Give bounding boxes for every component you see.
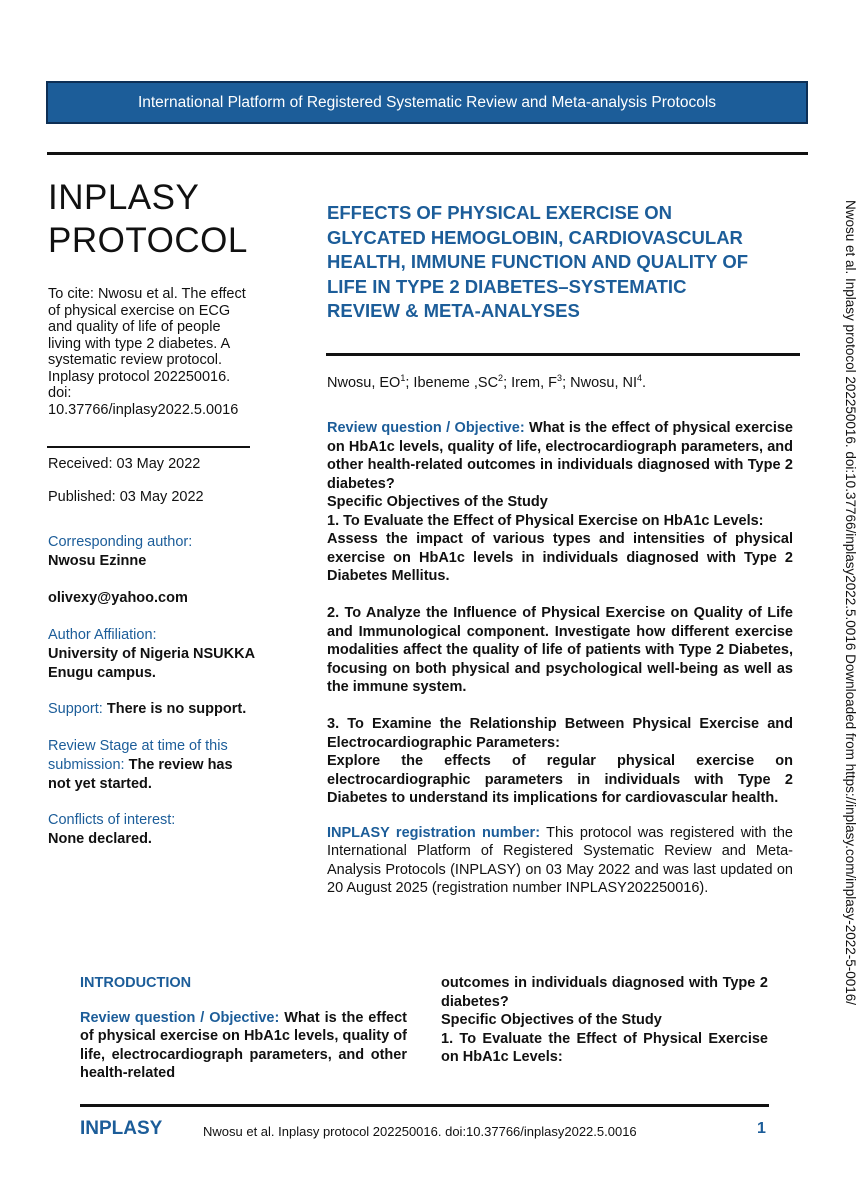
review-stage-section — [48, 737, 288, 794]
objective-3-body: Explore the effects of regular physical exercise on electrocardiographic parameters in individuals with Type 2 Diabetes to understand its implications for cardiovascular health. — [327, 753, 793, 806]
citation-block — [48, 286, 246, 418]
title-line: REVIEW & META-ANALYSES — [327, 300, 580, 321]
author-affil-number: 2 — [498, 373, 504, 383]
author-affil-number: 1 — [400, 373, 406, 383]
review-question-text: What is the effect of physical exercise on HbA1c levels, quality of life, electrocardiograph parameters, and other health-related outcomes in individuals diagnosed with Type 2 diabetes? — [327, 420, 794, 492]
corresponding-author-name: Nwosu Ezinne — [48, 553, 147, 569]
intro-specific-objectives: Specific Objectives of the Study — [441, 1012, 662, 1028]
page-number: 1 — [757, 1120, 766, 1137]
protocol-heading — [48, 176, 248, 262]
objectives-block — [327, 419, 793, 898]
support-label: Support: — [48, 701, 103, 717]
conflicts-label: Conflicts of interest: — [48, 812, 176, 828]
author-list — [327, 373, 646, 391]
citation-line: of physical exercise on ECG — [48, 302, 231, 319]
author-name: ; Nwosu, NI — [562, 374, 637, 391]
author-list-end: . — [642, 374, 647, 391]
affiliation-label: Author Affiliation: — [48, 627, 157, 643]
title-rule — [326, 353, 800, 356]
footer-rule — [80, 1104, 769, 1107]
objective-1-heading: 1. To Evaluate the Effect of Physical Exercise on HbA1c Levels: — [327, 512, 764, 529]
intro-column-right — [441, 974, 768, 1067]
conflicts-value: None declared. — [48, 831, 152, 847]
support-value: There is no support. — [102, 701, 247, 717]
title-line: HEALTH, IMMUNE FUNCTION AND QUALITY OF — [327, 251, 749, 272]
banner-text: International Platform of Registered Systematic Review and Meta-analysis Protocols — [137, 93, 717, 111]
objective-2: 2. To Analyze the Influence of Physical Exercise on Quality of Life and Immunological component. Investigate how different exercise modalities affect the quality of life of patients with Type 2 Diabetes, focusing on both physical and psychological well-being as well as the immune system. — [327, 605, 793, 695]
title-line: LIFE IN TYPE 2 DIABETES–SYSTEMATIC — [327, 275, 687, 297]
citation-line: doi: — [48, 385, 72, 401]
intro-review-question-text: What is the effect of physical exercise on HbA1c levels, quality of life, electrocardiograph parameters, and other health-related — [80, 1009, 407, 1081]
review-stage-label: Review Stage at time of this — [48, 738, 228, 754]
received-date: Received: 03 May 2022 — [48, 456, 201, 472]
review-stage-value: The review has — [124, 757, 233, 773]
author-affil-number: 4 — [637, 373, 643, 383]
objective-1-body: Assess the impact of various types and intensities of physical exercise on HbA1c levels in individuals diagnosed with Type 2 Diabetes Mellitus. — [327, 531, 793, 584]
header-rule — [47, 152, 808, 155]
conflicts-section — [48, 811, 288, 849]
objective-3-heading: 3. To Examine the Relationship Between Physical Exercise and Electrocardiographic Parameters: — [327, 716, 793, 751]
download-side-note: Nwosu et al. Inplasy protocol 202250016. doi:10.37766/inplasy2022.5.0016 Downloaded from https://inplasy.com/inplasy-2022-5-0016/ — [843, 200, 858, 1006]
citation-line: and quality of life of people — [48, 319, 221, 335]
review-stage-value-2: not yet started. — [48, 776, 152, 792]
intro-continued-text: outcomes in individuals diagnosed with Type 2 diabetes? — [441, 975, 768, 1010]
platform-banner — [46, 81, 808, 124]
article-title — [327, 201, 797, 324]
corresponding-author-section — [48, 533, 288, 571]
review-question-label: Review question / Objective: — [327, 420, 525, 436]
citation-line: living with type 2 diabetes. A — [48, 335, 231, 352]
title-line: GLYCATED HEMOGLOBIN, CARDIOVASCULAR — [327, 226, 743, 248]
corresponding-author-label: Corresponding author: — [48, 534, 193, 550]
footer-citation: Nwosu et al. Inplasy protocol 202250016. doi:10.37766/inplasy2022.5.0016 — [203, 1124, 637, 1139]
review-stage-label-2: submission: — [48, 757, 125, 773]
support-section — [48, 700, 288, 719]
registration-text: This protocol was registered with the International Platform of Registered Systematic Review and Meta-Analysis Protocols (INPLASY) on 03 May 2022 and was last updated on 20 August 2025 (registration number INPLASY202250016). — [327, 824, 793, 896]
footer-logo: INPLASY — [80, 1118, 163, 1139]
citation-rule — [47, 446, 250, 448]
protocol-heading-line2: PROTOCOL — [48, 221, 248, 260]
citation-line: To cite: Nwosu et al. The effect — [48, 286, 246, 302]
author-name: ; Irem, F — [503, 374, 558, 391]
citation-line: Inplasy protocol 202250016. — [48, 368, 231, 385]
author-email[interactable]: olivexy@yahoo.com — [48, 590, 188, 606]
author-name: Nwosu, EO — [327, 374, 401, 391]
intro-column-left — [80, 974, 407, 1083]
affiliation-line: University of Nigeria NSUKKA — [48, 646, 256, 662]
citation-doi: 10.37766/inplasy2022.5.0016 — [48, 401, 239, 418]
author-affil-number: 3 — [557, 373, 563, 383]
intro-review-question-label: Review question / Objective: — [80, 1009, 280, 1026]
introduction-heading: INTRODUCTION — [80, 975, 192, 991]
affiliation-line: Enugu campus. — [48, 665, 156, 681]
author-name: ; Ibeneme ,SC — [405, 374, 499, 391]
specific-objectives-heading: Specific Objectives of the Study — [327, 494, 548, 510]
citation-line: systematic review protocol. — [48, 352, 223, 368]
title-line: EFFECTS OF PHYSICAL EXERCISE ON — [327, 202, 673, 223]
affiliation-section — [48, 626, 288, 683]
protocol-heading-line1: INPLASY — [48, 178, 200, 217]
intro-objective-1: 1. To Evaluate the Effect of Physical Exercise on HbA1c Levels: — [441, 1030, 768, 1065]
published-date: Published: 03 May 2022 — [48, 489, 204, 505]
registration-label: INPLASY registration number: — [327, 824, 541, 841]
